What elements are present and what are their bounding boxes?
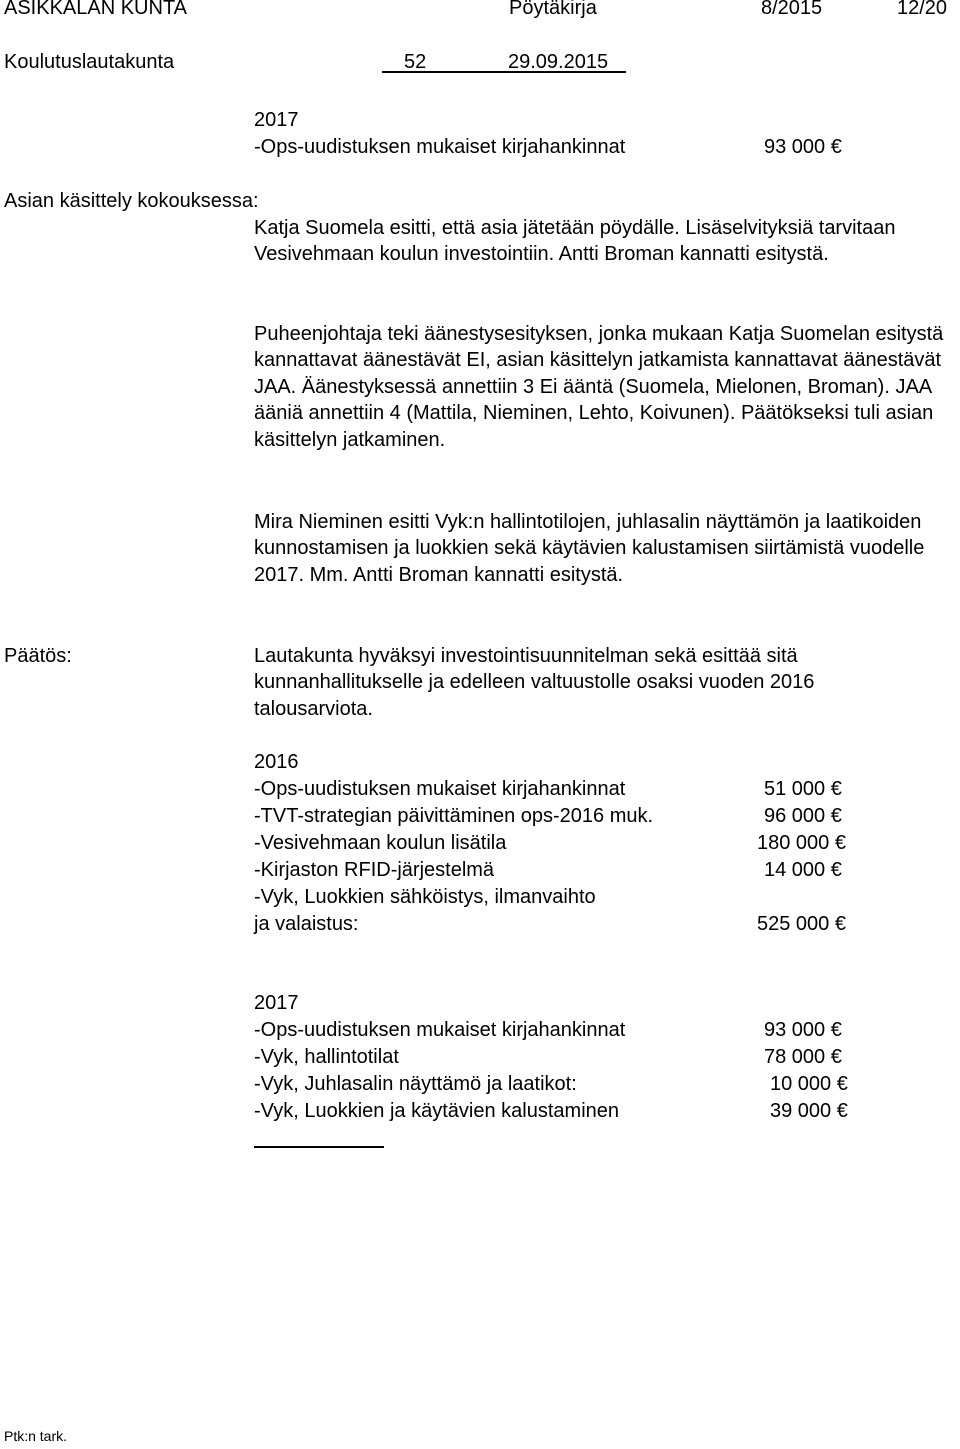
pre-table-year: 2017: [254, 109, 299, 131]
page-number: 12/20: [897, 0, 948, 19]
discussion-paragraph: Puheenjohtaja teki äänestysesityksen, jonka mukaan Katja Suomelan esitystä kannattavat äänestävät EI, asian käsittelyn jatkamista kannattavat äänestävät JAA. Äänestyksessä annettiin 3 Ei ääntä (Suomela, Mielonen, Broman). JAA ääniä annettiin 4 (Mattila, Nieminen, Lehto, Koivunen). Päätökseksi tuli asian käsittelyn jatkaminen.: [254, 323, 944, 451]
budget-row-amount: 180 000 €: [757, 832, 846, 854]
budget-row-amount: 78 000 €: [764, 1046, 842, 1068]
budget-row-label: -Vyk, Luokkien sähköistys, ilmanvaihto: [254, 886, 596, 908]
discussion-paragraph: Katja Suomela esitti, että asia jätetään pöydälle. Lisäselvityksiä tarvitaan Vesivehmaan koulun investointiin. Antti Broman kannatti esitystä.: [254, 217, 896, 266]
decision-text: Lautakunta hyväksyi investointisuunnitelman sekä esittää sitä kunnanhallitukselle ja edelleen valtuustolle osaksi vuoden 2016 talousarviota.: [254, 645, 815, 720]
meeting-date: 29.09.2015: [508, 51, 609, 73]
discussion-paragraph: Mira Nieminen esitti Vyk:n hallintotilojen, juhlasalin näyttämön ja laatikoiden kunnostamisen ja luokkien sekä käytävien kalustamisen siirtämistä vuodelle 2017. Mm. Antti Broman kannatti esitystä.: [254, 511, 925, 586]
budget-row-label: -Kirjaston RFID-järjestelmä: [254, 859, 495, 881]
pre-table-label: -Ops-uudistuksen mukaiset kirjahankinnat: [254, 136, 626, 158]
document-number: 8/2015: [761, 0, 823, 19]
budget-row-label: -Ops-uudistuksen mukaiset kirjahankinnat: [254, 1019, 626, 1041]
document-type: Pöytäkirja: [509, 0, 597, 19]
budget-row-amount: 39 000 €: [770, 1100, 848, 1122]
budget-row-amount: 525 000 €: [757, 913, 846, 935]
budget-row-label: -Vyk, hallintotilat: [254, 1046, 399, 1068]
budget-row-label: -Vyk, Juhlasalin näyttämö ja laatikot:: [254, 1073, 577, 1095]
committee-name: Koulutuslautakunta: [4, 51, 175, 73]
budget-row-label: -Vyk, Luokkien ja käytävien kalustaminen: [254, 1100, 619, 1122]
budget-row-label: -TVT-strategian päivittäminen ops-2016 muk.: [254, 805, 654, 827]
org-name: ASIKKALAN KUNTA: [4, 0, 188, 19]
budget-row-label: ja valaistus:: [254, 913, 359, 935]
budget-row-amount: 51 000 €: [764, 778, 842, 800]
budget-row-amount: 10 000 €: [770, 1073, 848, 1095]
section-number: 52: [404, 51, 427, 73]
closing-underline: [254, 1146, 384, 1148]
budget-row-amount: 93 000 €: [764, 1019, 842, 1041]
budget-row-amount: 14 000 €: [764, 859, 842, 881]
budget-row-amount: 96 000 €: [764, 805, 842, 827]
decision-heading: Päätös:: [4, 645, 72, 667]
year-2016-heading: 2016: [254, 751, 299, 773]
footer-checkers: Ptk:n tark.: [4, 1428, 68, 1444]
discussion-heading: Asian käsittely kokouksessa:: [4, 190, 259, 212]
budget-row-label: -Ops-uudistuksen mukaiset kirjahankinnat: [254, 778, 626, 800]
pre-table-amount: 93 000 €: [764, 136, 842, 158]
year-2017-heading: 2017: [254, 992, 299, 1014]
budget-row-label: -Vesivehmaan koulun lisätila: [254, 832, 507, 854]
